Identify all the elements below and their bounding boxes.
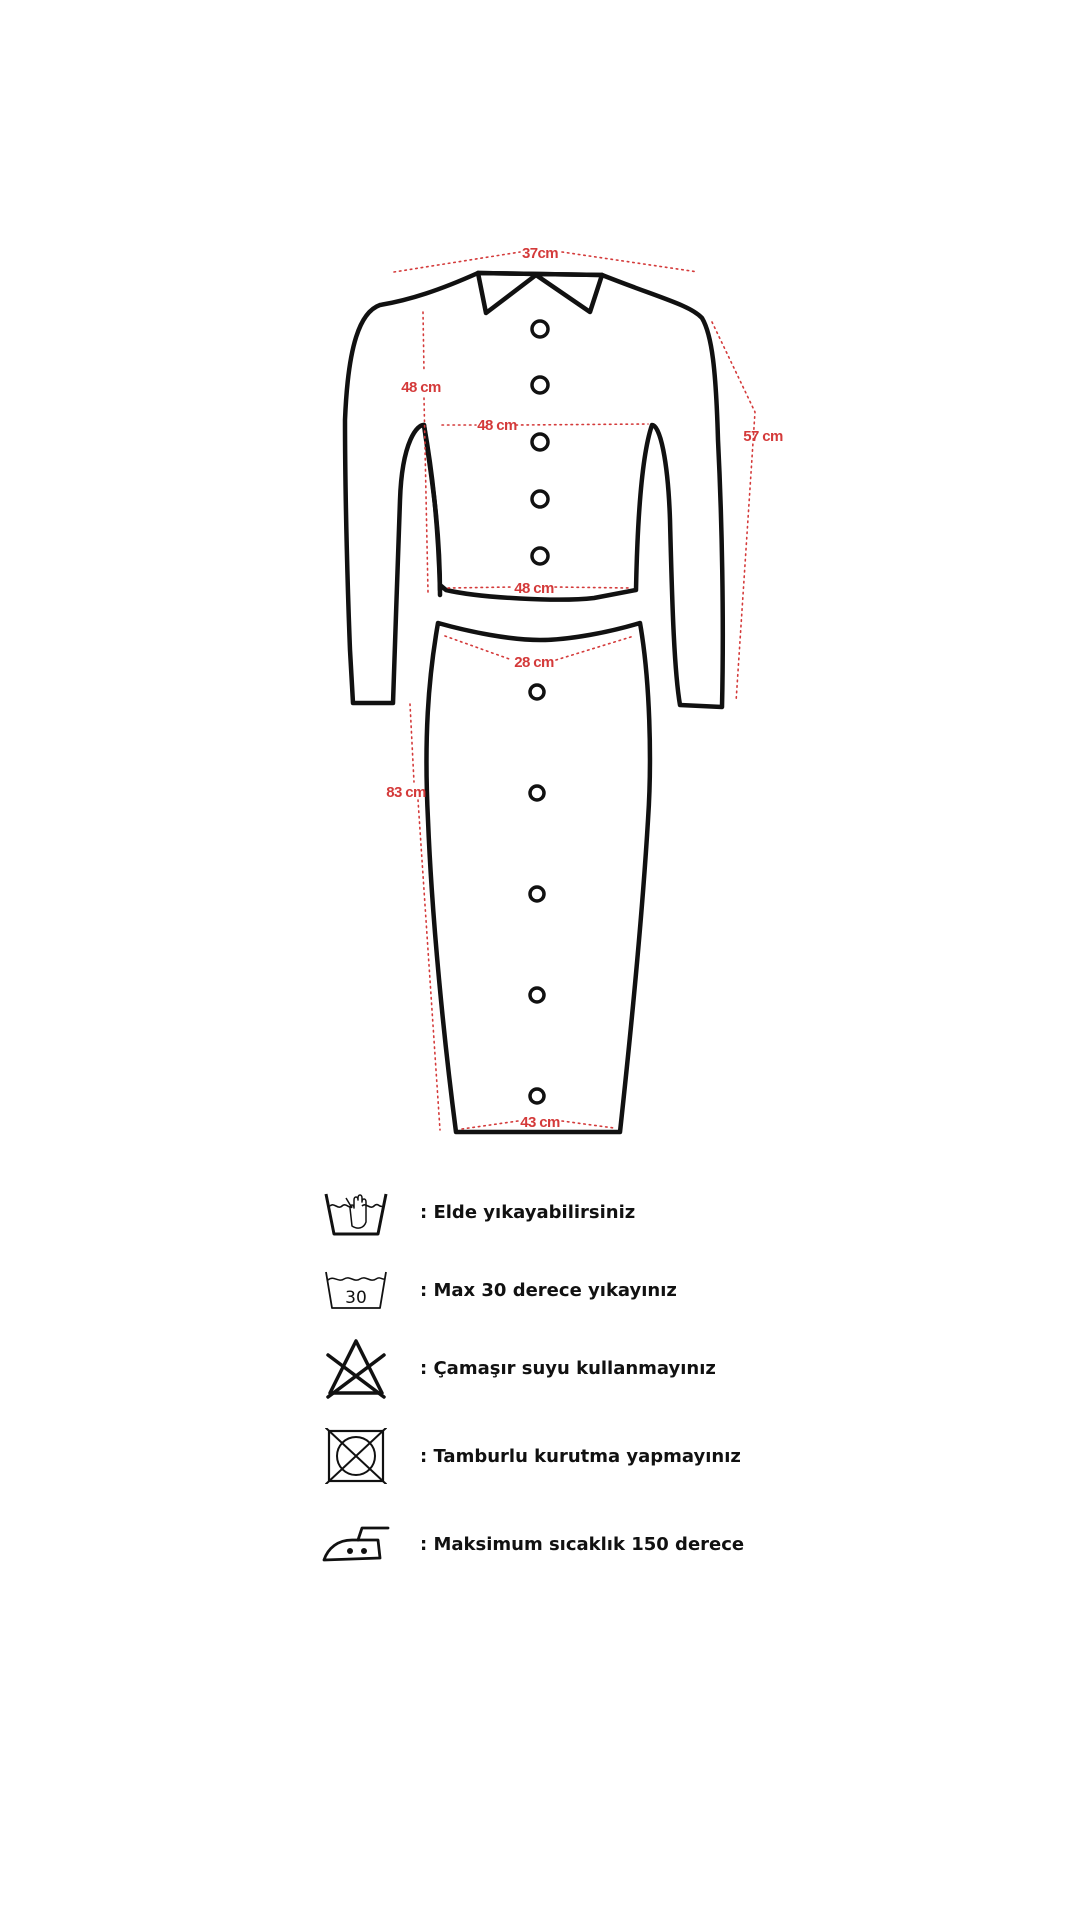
jacket-button [532, 434, 548, 450]
care-text: : Tamburlu kurutma yapmayınız [420, 1445, 741, 1467]
hand-wash-icon [322, 1182, 394, 1242]
sleeve-measure-line [712, 322, 755, 702]
wash-temperature-label: 30 [345, 1288, 367, 1308]
care-row-hand-wash [322, 1182, 636, 1242]
care-text: : Maksimum sıcaklık 150 derece [420, 1533, 745, 1555]
care-text: : Max 30 derece yıkayınız [420, 1279, 677, 1301]
skirt-button [530, 1089, 544, 1103]
skirt-button [530, 988, 544, 1002]
care-row-no-bleach [322, 1338, 716, 1398]
front-length-label: 48 cm [401, 379, 441, 396]
care-row-wash-30 [322, 1260, 677, 1320]
skirt-button [530, 887, 544, 901]
care-row-iron-150 [322, 1514, 745, 1574]
sleeve-label: 57 cm [743, 428, 783, 445]
no-bleach-icon [322, 1338, 394, 1398]
no-tumble-dry-icon [322, 1426, 394, 1486]
hem-label: 48 cm [514, 580, 554, 597]
measurement-lines [394, 252, 755, 1130]
skirt-outline [426, 623, 649, 1132]
chest-label: 48 cm [477, 417, 517, 434]
jacket-collar [478, 273, 602, 313]
skirt-button [530, 685, 544, 699]
skirt-hem-label: 43 cm [520, 1114, 560, 1131]
jacket-button [532, 377, 548, 393]
iron-150-icon [322, 1514, 394, 1574]
jacket-button [532, 321, 548, 337]
wash-30-icon [322, 1260, 394, 1320]
skirt-length-label: 83 cm [386, 784, 426, 801]
care-text: : Çamaşır suyu kullanmayınız [420, 1357, 716, 1379]
care-text: : Elde yıkayabilirsiniz [420, 1201, 636, 1223]
shoulder-label: 37cm [522, 245, 558, 262]
skirt-button [530, 786, 544, 800]
skirt-waist-label: 28 cm [514, 654, 554, 671]
jacket-neckline [478, 273, 602, 275]
chest-measure-line [442, 424, 648, 425]
care-row-no-tumble-dry [322, 1426, 741, 1486]
jacket-button [532, 491, 548, 507]
jacket-button [532, 548, 548, 564]
